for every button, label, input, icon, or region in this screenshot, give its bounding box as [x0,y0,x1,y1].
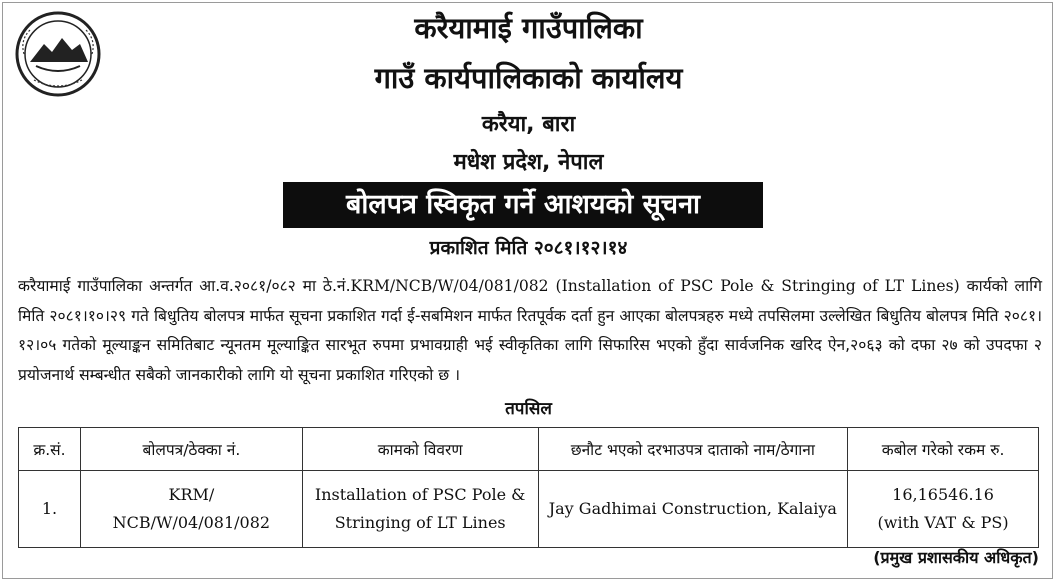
office-name: गाउँ कार्यपालिकाको कार्यालय [374,61,683,95]
notice-body [18,272,1042,390]
signature-designation: (प्रमुख प्रशासकीय अधिकृत) [873,548,1039,567]
work-line-2: Stringing of LT Lines [334,513,506,532]
cell-sn: 1. [19,471,81,548]
notice-title: बोलपत्र स्विकृत गर्ने आशयको सूचना [283,182,763,228]
table-header-row [19,428,1039,471]
body-part-2: KRM/NCB/W/04/081/082 (Installation of PSC Pole & Stringing of LT Lines) [350,277,960,295]
municipality-name: करैयामाई गाउँपालिका [414,11,643,45]
cell-work-description [302,471,538,548]
cell-bidder: Jay Gadhimai Construction, Kalaiya [538,471,848,548]
publish-date: प्रकाशित मिति २०८१।१२।१४ [429,237,628,259]
header-contract-no: बोलपत्र/ठेक्का नं. [80,428,302,471]
section-title: तपसिल [505,399,552,419]
office-location: करैया, बारा [481,112,576,137]
cell-amount [848,471,1039,548]
contract-line-2: NCB/W/04/081/082 [112,513,271,532]
header-sn: क्र.सं. [19,428,81,471]
contract-line-1: KRM/ [168,485,215,504]
amount-line-2: (with VAT & PS) [877,513,1009,532]
body-part-3: कार्यको लागि मिति २०८१।१०।२९ गते बिधुतिय बोलपत्र मार्फत सूचना प्रकाशित गर्दा ई-सबमिशन मार्फत रितपूर्वक दर्ता हुन आएका बोलपत्रहरु मध्ये तपसिलमा उल्लेखित बिधुतिय बोलपत्र मिति २०८१।१२।०५ गतेको मूल्याङ्कन समितिबाट न्यूनतम मूल्याङ्कित सारभूत रुपमा प्रभावग्राही भई स्वीकृतिका लागि सिफारिस भएको हुँदा सार्वजनिक खरिद ऐन,२०६३ को दफा २७ को उपदफा २ प्रयोजनार्थ सम्बन्धीत सबैको जानकारीको लागि यो सूचना प्रकाशित गरिएको छ । [18,277,1042,384]
body-part-1: करैयामाई गाउँपालिका अन्तर्गत आ.व.२०८१/०८२ मा ठे.नं. [18,277,351,295]
header-work-description: कामको विवरण [302,428,538,471]
table-row [19,471,1039,548]
header-bidder: छनौट भएको दरभाउपत्र दाताको नाम/ठेगाना [538,428,848,471]
details-table [18,427,1039,548]
cell-contract-no [80,471,302,548]
work-line-1: Installation of PSC Pole & [314,485,526,504]
province-country: मधेश प्रदेश, नेपाल [453,150,604,175]
header-amount: कबोल गरेको रकम रु. [848,428,1039,471]
amount-line-1: 16,16546.16 [892,485,994,504]
